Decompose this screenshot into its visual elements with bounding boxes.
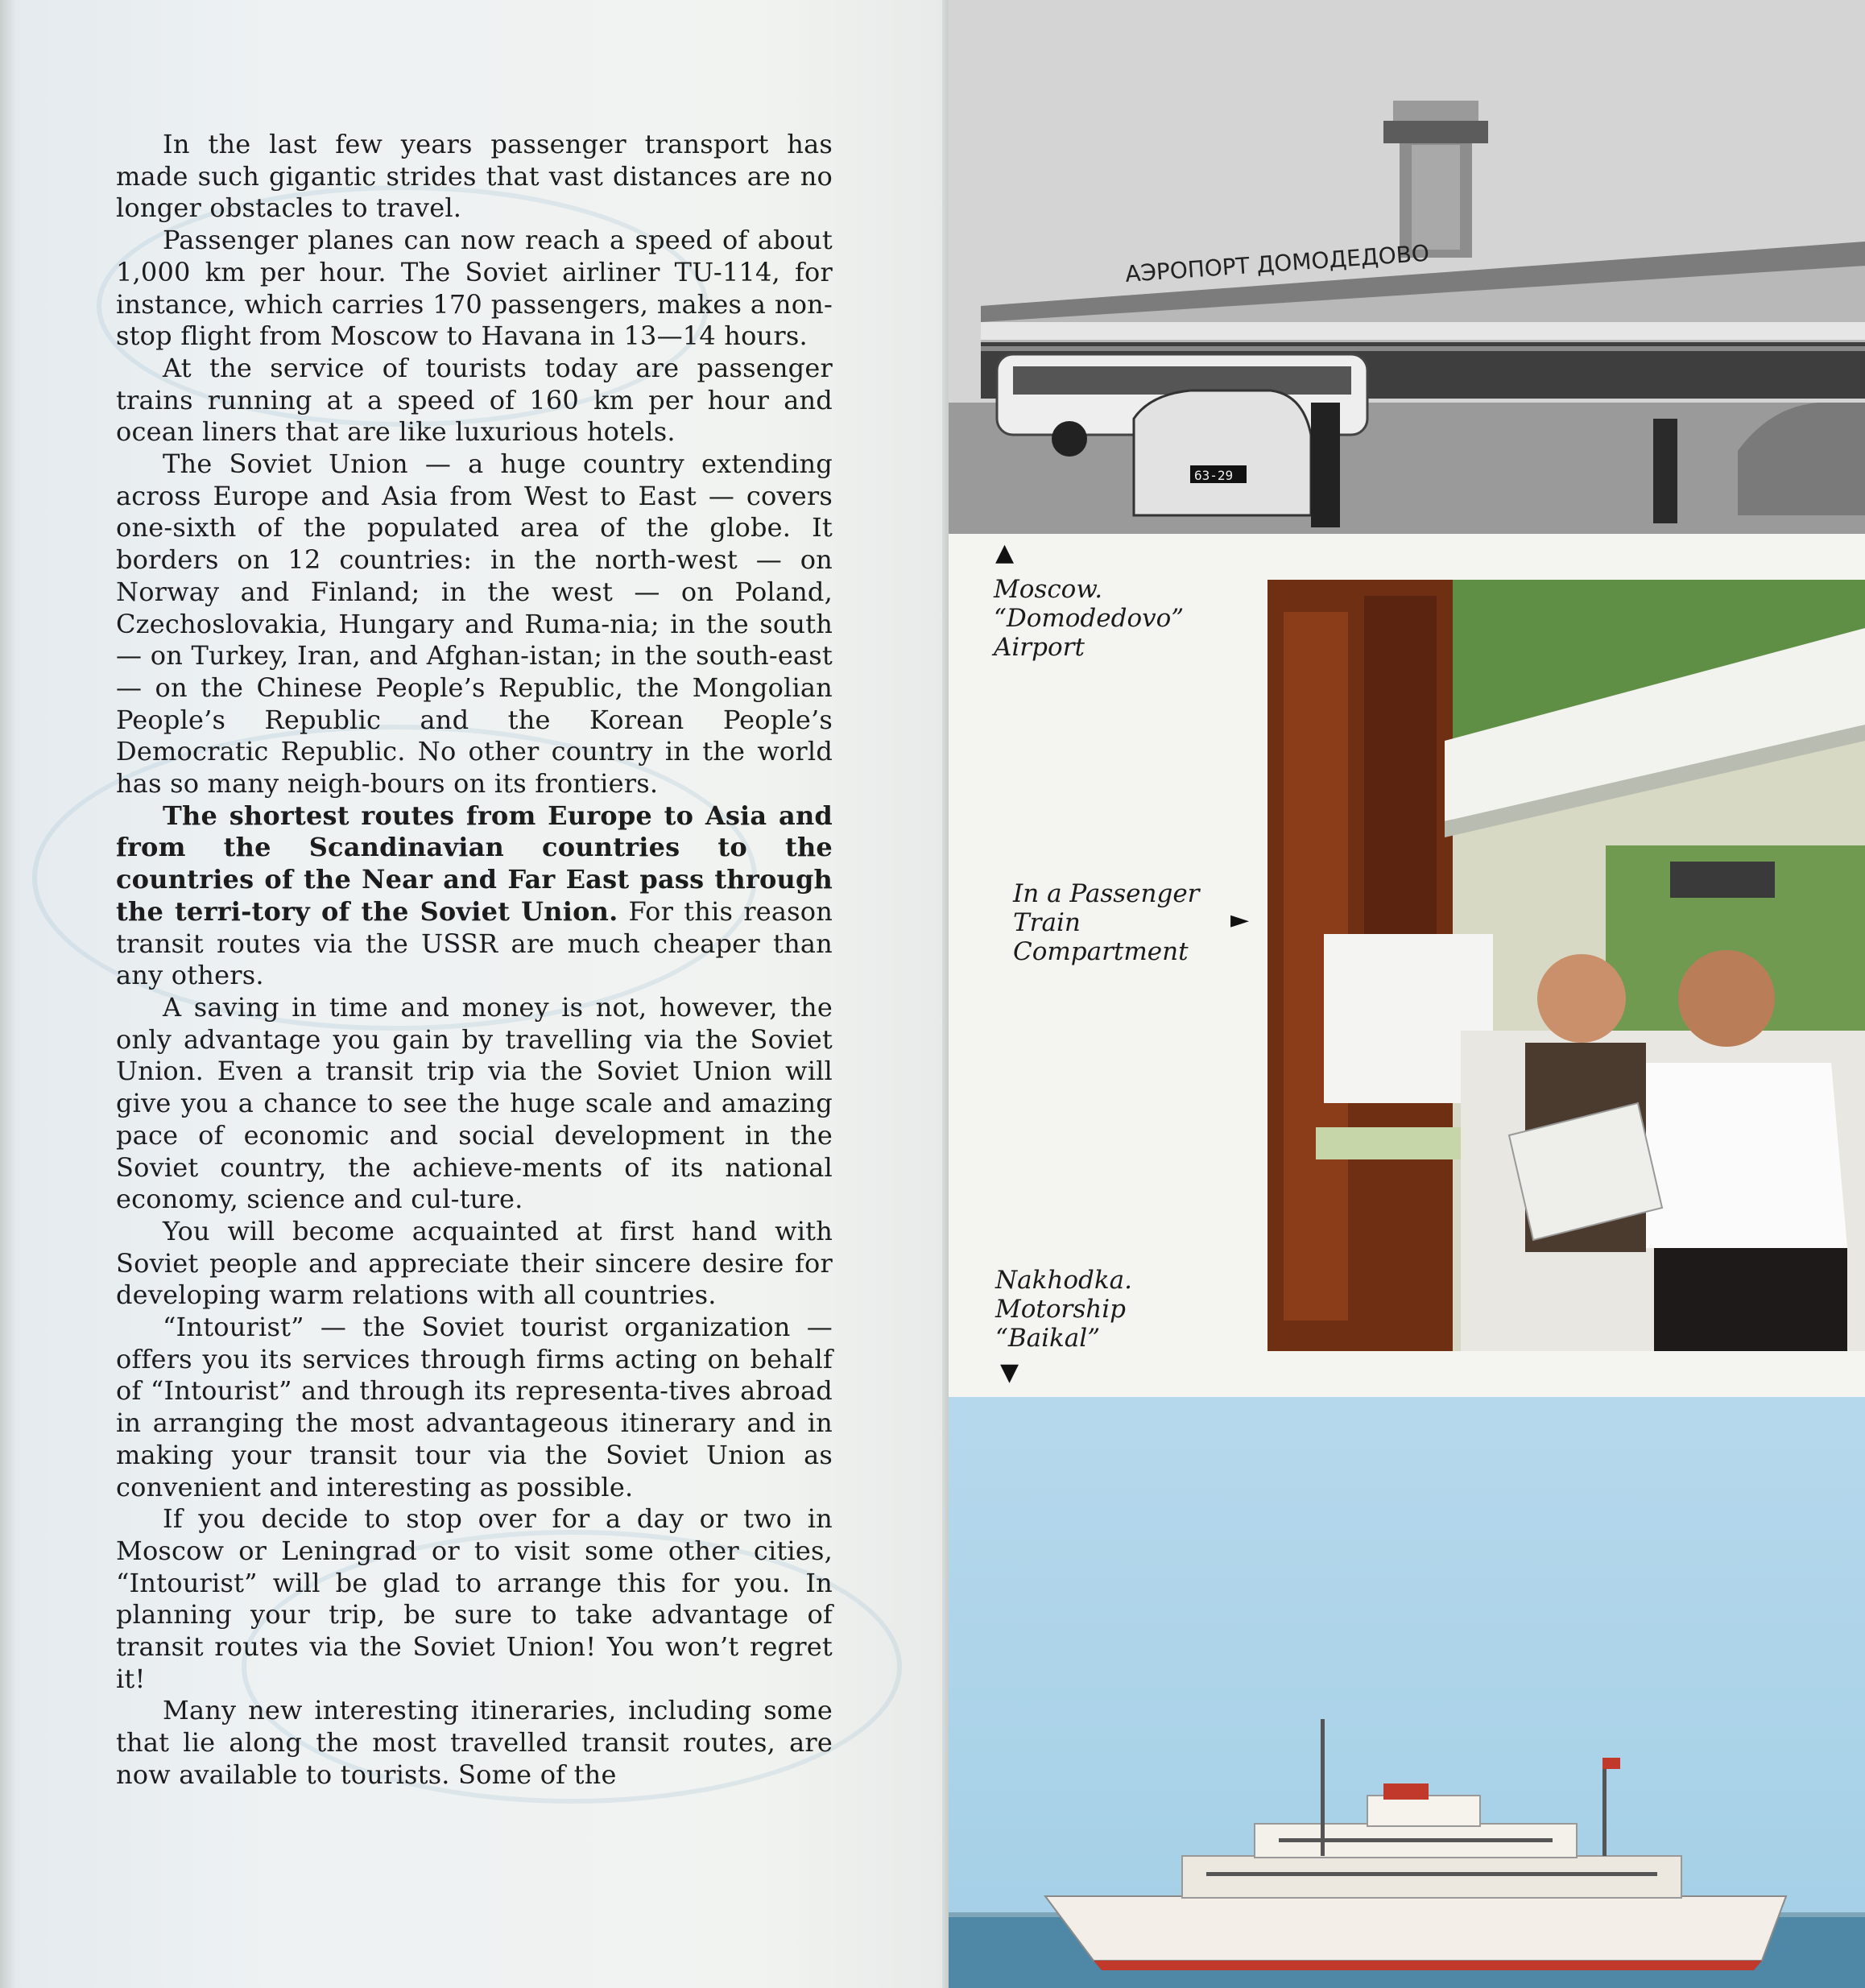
page-gutter [942, 0, 949, 1988]
paragraph-text: For this reason transit routes via the USSR are much cheaper than any others. [116, 895, 833, 991]
paragraph [116, 448, 833, 800]
paragraph-text: You will become acquainted at first hand with Soviet people and appreciate their sincere desire for developing warm relations with all countries. [116, 1215, 833, 1311]
caption-line: Moscow. [994, 575, 1103, 604]
paragraph [116, 225, 833, 353]
airport-photo-illustration [949, 0, 1865, 534]
caption-line: In a Passenger [1013, 879, 1200, 908]
paragraph [116, 353, 833, 448]
paragraph-text: In the last few years passenger transport has made such gigantic strides that vast distances are no longer obstacles to travel. [116, 129, 833, 224]
train-photo-illustration [1267, 580, 1865, 1351]
arrow-up-icon: ▲ [995, 539, 1015, 567]
photo-page [949, 0, 1865, 1988]
arrow-right-icon: ► [1230, 906, 1250, 934]
airport-photo [949, 0, 1865, 534]
paragraph [116, 1216, 833, 1312]
paragraph-text: Passenger planes can now reach a speed of about 1,000 km per hour. The Soviet airliner TU-114, for instance, which carries 170 passengers, makes a non-stop flight from Moscow to Havana in 13—14 hours. [116, 225, 833, 352]
license-plate: 63-29 [1194, 468, 1234, 483]
paragraph [116, 1695, 833, 1791]
body-text [116, 129, 833, 1792]
paragraph-text: Many new interesting itineraries, including some that lie along the most travelled transit routes, are now available to tourists. Some of the [116, 1695, 833, 1790]
train-compartment-photo [1267, 580, 1865, 1351]
caption-airport [994, 575, 1184, 662]
paragraph-text: At the service of tourists today are passenger trains running at a speed of 160 km per hour and ocean liners that are like luxurious hotels. [116, 352, 833, 448]
caption-line: Compartment [1013, 937, 1189, 966]
caption-ship [995, 1266, 1132, 1353]
paragraph-text: If you decide to stop over for a day or two in Moscow or Leningrad or to visit some other cities, “Intourist” will be glad to arrange this for you. In planning your trip, be sure to take advantage of transit routes via the Soviet Union! You won’t regret it! [116, 1503, 833, 1694]
paragraph [116, 800, 833, 992]
paragraph-bold-text: The shortest routes from Europe to Asia and from the Scandinavian countries to the countries of the Near and Far East pass through the terri-tory of the Soviet Union. [116, 800, 833, 927]
caption-line: Train [1013, 908, 1081, 937]
caption-line: “Baikal” [995, 1324, 1101, 1353]
ship-photo-illustration [949, 1397, 1865, 1988]
motorship-photo [949, 1397, 1865, 1988]
paragraph-text: “Intourist” — the Soviet tourist organization — offers you its services through firms acting on behalf of “Intourist” and through its representa-tives abroad in arranging the most advantageous itinerary and in making your transit tour via the Soviet Union as convenient and interesting as possible. [116, 1312, 833, 1502]
caption-line: “Domodedovo” [994, 604, 1185, 633]
page-edge-shadow [0, 0, 16, 1988]
paragraph [116, 992, 833, 1216]
caption-line: Nakhodka. [995, 1266, 1132, 1295]
arrow-down-icon: ▼ [1000, 1358, 1019, 1387]
airport-sign: АЭРОПОРТ ДОМОДЕДОВО [1124, 239, 1431, 287]
caption-line: Motorship [995, 1295, 1126, 1324]
paragraph [116, 1312, 833, 1503]
caption-train [1013, 879, 1200, 966]
paragraph-text: A saving in time and money is not, however, the only advantage you gain by travelling via the Soviet Union. Even a transit trip via the Soviet Union will give you a chance to see the huge scale and amazing pace of economic and social development in the Soviet country, the achieve-ments of its national economy, science and cul-ture. [116, 991, 833, 1215]
paragraph-text: The Soviet Union — a huge country extending across Europe and Asia from West to East — covers one-sixth of the populated area of the globe. It borders on 12 countries: in the north-west — on Norway and Finland; in the west — on Poland, Czechoslovakia, Hungary and Ruma-nia; in the south — on Turkey, Iran, and Afghan-istan; in the south-east — on the Chinese People’s Republic, the Mongolian People’s Republic and the Korean People’s Democratic Republic. No other country in the world has so many neigh-bours on its frontiers. [116, 448, 833, 800]
caption-line: Airport [994, 633, 1085, 662]
paragraph [116, 1503, 833, 1695]
paragraph [116, 129, 833, 225]
